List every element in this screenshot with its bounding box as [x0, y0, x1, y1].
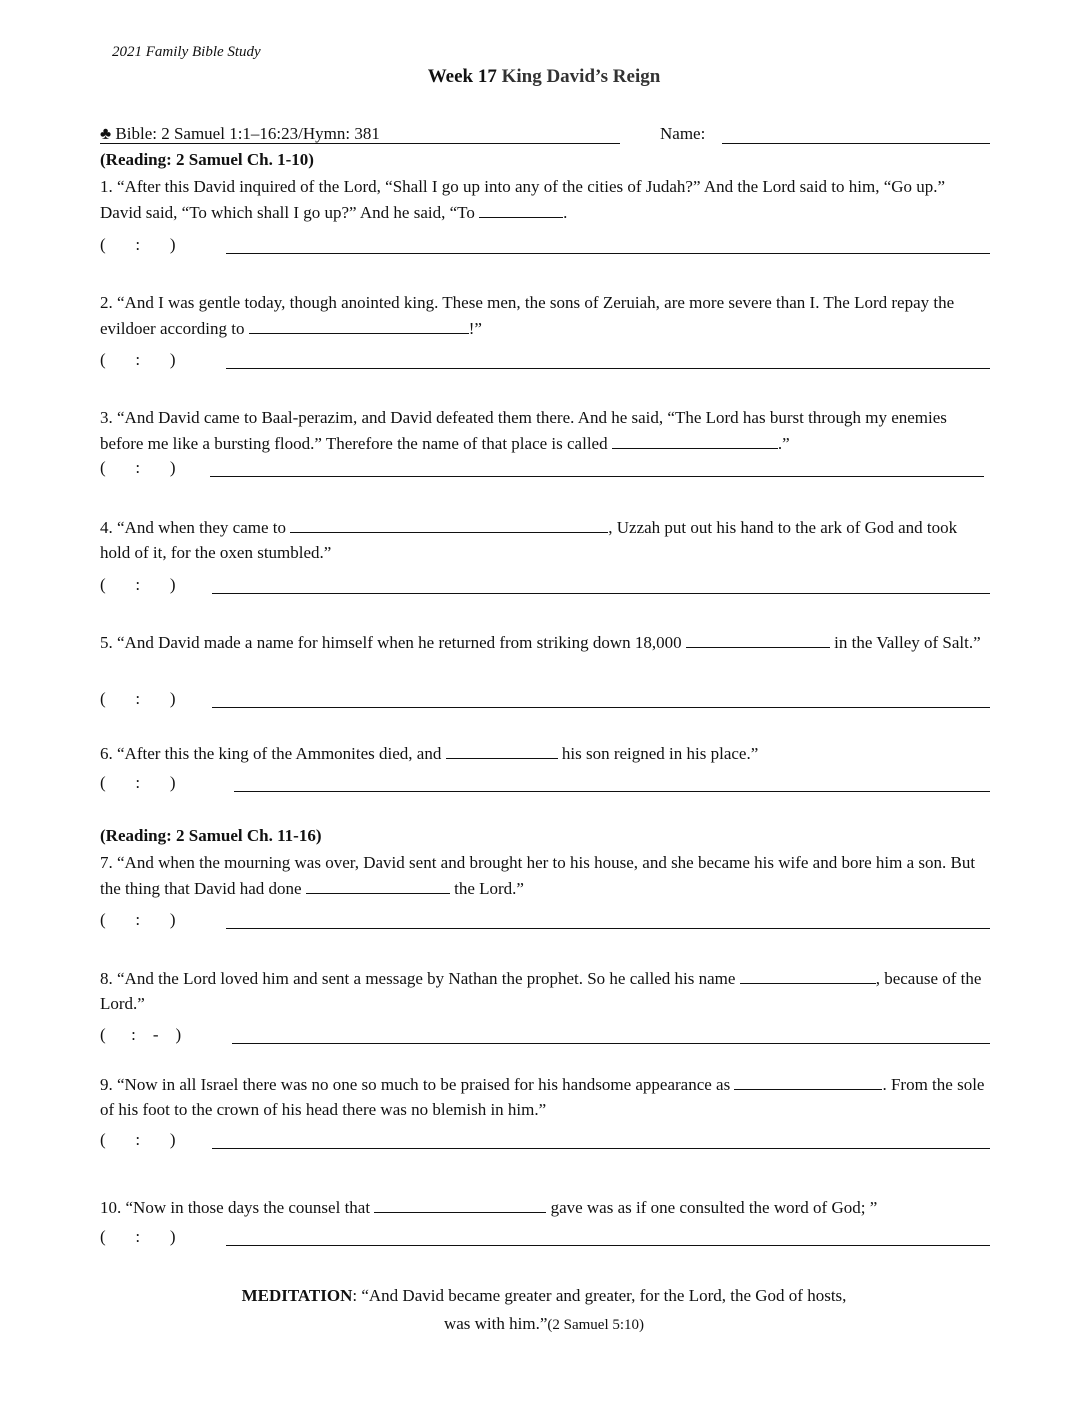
answer-line[interactable] — [212, 593, 990, 594]
verse-reference-field[interactable]: ( : ) — [100, 458, 176, 477]
reference-row-3 — [100, 458, 990, 484]
section-heading: (Reading: 2 Samuel Ch. 1-10) — [100, 150, 314, 169]
question-1 — [100, 174, 990, 225]
bible-reference: ♣ Bible: 2 Samuel 1:1–16:23/Hymn: 381 — [100, 124, 380, 143]
answer-line[interactable] — [210, 476, 984, 477]
name-label: Name: — [660, 124, 706, 143]
week-number: Week 17 — [427, 66, 497, 87]
question-text: his son reigned in his place.” — [557, 744, 759, 763]
name-field[interactable] — [722, 143, 990, 144]
reference-row-10 — [100, 1227, 990, 1253]
info-row — [100, 124, 990, 148]
series-title: 2021 Family Bible Study — [112, 44, 261, 60]
question-5 — [100, 629, 990, 655]
verse-reference-field[interactable]: ( : ) — [100, 773, 176, 792]
answer-blank[interactable] — [686, 629, 830, 648]
reference-row-2 — [100, 350, 990, 376]
question-text: , Uzzah put out his hand to the ark of God and took hold of it, for the oxen stumbled.” — [100, 518, 958, 562]
question-text: gave was as if one consulted the word of God; ” — [546, 1198, 878, 1217]
meditation-text: : “And David became greater and greater, for the Lord, the God of hosts, — [352, 1286, 847, 1305]
answer-blank[interactable] — [249, 315, 469, 334]
meditation-reference: (2 Samuel 5:10) — [547, 1317, 645, 1333]
answer-blank[interactable] — [479, 199, 563, 218]
question-text: !” — [468, 319, 482, 338]
answer-blank[interactable] — [306, 875, 450, 894]
question-text: .” — [777, 434, 790, 453]
question-text: 9. “Now in all Israel there was no one so much to be praised for his handsome appearance as — [100, 1075, 735, 1094]
reference-row-9 — [100, 1130, 990, 1156]
section-heading: (Reading: 2 Samuel Ch. 11-16) — [100, 826, 322, 845]
question-6 — [100, 740, 990, 766]
meditation-text: was with him.” — [443, 1314, 548, 1333]
answer-line[interactable] — [232, 1043, 990, 1044]
answer-line[interactable] — [226, 928, 990, 929]
answer-blank[interactable] — [374, 1194, 546, 1213]
reference-row-8 — [100, 1025, 990, 1051]
question-10 — [100, 1194, 990, 1220]
reference-row-1 — [100, 235, 990, 261]
verse-reference-field[interactable]: ( : ) — [100, 575, 176, 594]
page-title — [0, 66, 1088, 88]
question-8 — [100, 965, 990, 1016]
meditation — [0, 1282, 1088, 1339]
question-text: 2. “And I was gentle today, though anointed king. These men, the sons of Zeruiah, are more severe than I. The Lord repay the evildoer according to — [100, 293, 955, 338]
question-text: 5. “And David made a name for himself when he returned from striking down 18,000 — [100, 633, 686, 652]
answer-blank[interactable] — [612, 430, 778, 449]
reference-row-5 — [100, 689, 990, 715]
answer-line[interactable] — [212, 1148, 990, 1149]
question-9 — [100, 1071, 990, 1122]
question-3 — [100, 405, 990, 456]
meditation-line-1 — [0, 1282, 1088, 1310]
answer-line[interactable] — [226, 253, 990, 254]
week-topic: King David’s Reign — [501, 66, 661, 87]
question-text: 6. “After this the king of the Ammonites died, and — [100, 744, 446, 763]
question-text: 8. “And the Lord loved him and sent a message by Nathan the prophet. So he called his name — [100, 969, 740, 988]
question-text: 3. “And David came to Baal-perazim, and David defeated them there. And he said, “The Lord has burst through my enemies before me like a bursting flood.” Therefore the name of that place is called — [100, 408, 947, 453]
question-text: in the Valley of Salt.” — [829, 633, 981, 652]
question-text: . — [563, 203, 568, 222]
reference-row-6 — [100, 773, 990, 799]
answer-line[interactable] — [226, 1245, 990, 1246]
question-4 — [100, 514, 990, 565]
question-text: 1. “After this David inquired of the Lord, “Shall I go up into any of the cities of Judah?” And the Lord said to him, “Go up.” David said, “To which shall I go up?” And he said, “To — [100, 177, 946, 222]
question-text: 10. “Now in those days the counsel that — [100, 1198, 375, 1217]
answer-blank[interactable] — [290, 514, 608, 533]
answer-blank[interactable] — [734, 1071, 882, 1090]
verse-reference-field[interactable]: ( : ) — [100, 1130, 176, 1149]
question-text: 7. “And when the mourning was over, David sent and brought her to his house, and she became his wife and bore him a son. But the thing that David had done — [100, 853, 976, 898]
meditation-line-2 — [0, 1310, 1088, 1339]
verse-reference-field[interactable]: ( : ) — [100, 235, 176, 254]
answer-blank[interactable] — [446, 740, 558, 759]
question-7 — [100, 850, 990, 901]
verse-reference-field[interactable]: ( : ) — [100, 910, 176, 929]
question-text: . From the sole of his foot to the crown of his head there was no blemish in him.” — [100, 1075, 985, 1119]
question-2 — [100, 290, 990, 341]
bible-underline — [100, 143, 620, 144]
verse-reference-field[interactable]: ( : ) — [100, 350, 176, 369]
reference-row-4 — [100, 575, 990, 601]
answer-line[interactable] — [226, 368, 990, 369]
verse-reference-field[interactable]: ( : ) — [100, 689, 176, 708]
question-text: , because of the Lord.” — [100, 969, 982, 1013]
verse-reference-field[interactable]: ( : - ) — [100, 1025, 182, 1044]
answer-line[interactable] — [234, 791, 990, 792]
verse-reference-field[interactable]: ( : ) — [100, 1227, 176, 1246]
question-text: the Lord.” — [449, 879, 524, 898]
answer-line[interactable] — [212, 707, 990, 708]
question-text: 4. “And when they came to — [100, 518, 291, 537]
answer-blank[interactable] — [740, 965, 876, 984]
reference-row-7 — [100, 910, 990, 936]
meditation-label: MEDITATION — [241, 1286, 353, 1305]
